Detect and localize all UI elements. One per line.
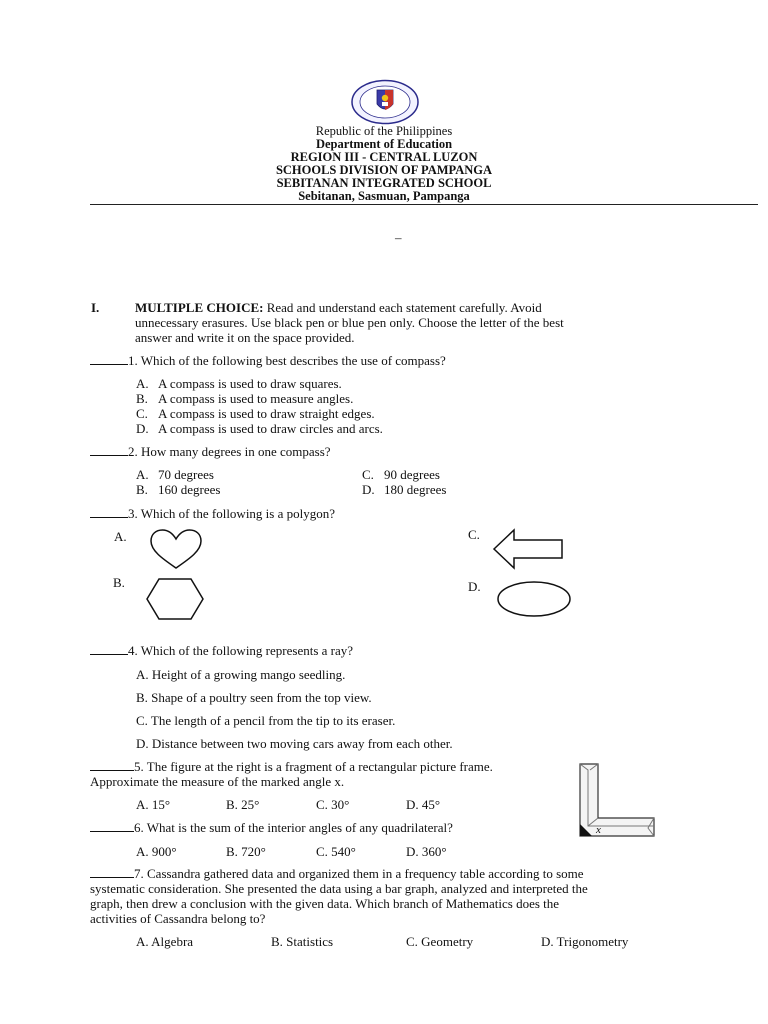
q2-choice-a	[136, 467, 214, 482]
picture-frame-figure	[576, 762, 656, 840]
q5-choice-b: B. 25°	[226, 797, 260, 812]
question-1	[90, 353, 446, 368]
question-7-line-3: graph, then drew a conclusion with the given data. Which branch of Mathematics does the	[90, 896, 560, 911]
choice-letter: C.	[362, 467, 374, 482]
answer-blank[interactable]	[90, 353, 128, 365]
choice-text: 160 degrees	[158, 482, 221, 497]
q2-choice-c	[362, 467, 440, 482]
section-instructions-line-1	[135, 300, 542, 315]
q4-choice-b: B. Shape of a poultry seen from the top view.	[136, 690, 372, 705]
choice-letter: A.	[136, 467, 149, 482]
q1-choice-d	[136, 421, 383, 436]
question-4	[90, 643, 353, 658]
division-line: SCHOOLS DIVISION OF PAMPANGA	[275, 163, 493, 177]
hexagon-shape	[146, 578, 204, 620]
heart-shape	[149, 528, 203, 570]
choice-text: A compass is used to draw circles and arcs.	[158, 421, 383, 436]
question-3	[90, 506, 335, 521]
answer-blank[interactable]	[90, 444, 128, 456]
choice-letter: B.	[136, 391, 148, 406]
question-stem: 3. Which of the following is a polygon?	[128, 506, 336, 521]
question-5	[90, 759, 493, 774]
question-7-line-4: activities of Cassandra belong to?	[90, 911, 266, 926]
q5-choice-d: D. 45°	[406, 797, 441, 812]
q7-choice-d: D. Trigonometry	[541, 934, 629, 949]
arrow-shape	[493, 529, 565, 569]
question-6	[90, 820, 453, 835]
q2-choice-b	[136, 482, 220, 497]
ellipse-shape	[496, 580, 572, 618]
q7-choice-b: B. Statistics	[271, 934, 334, 949]
address-line: Sebitanan, Sasmuan, Pampanga	[298, 189, 470, 203]
q3-label-b: B.	[113, 575, 125, 590]
answer-blank[interactable]	[90, 759, 134, 771]
dash-mark: –	[395, 230, 402, 245]
choice-text: A compass is used to measure angles.	[158, 391, 354, 406]
question-7-line-2: systematic consideration. She presented the data using a bar graph, analyzed and interpreted the	[90, 881, 588, 896]
q6-choice-b: B. 720°	[226, 844, 266, 859]
choice-text: 90 degrees	[384, 467, 440, 482]
header-divider	[90, 204, 758, 205]
question-5-line-2: Approximate the measure of the marked angle x.	[90, 774, 345, 789]
choice-text: A compass is used to draw straight edges.	[158, 406, 375, 421]
q1-choice-b	[136, 391, 353, 406]
choice-letter: A.	[136, 376, 149, 391]
choice-letter: C.	[136, 406, 148, 421]
choice-letter: D.	[136, 421, 149, 436]
answer-blank[interactable]	[90, 820, 134, 832]
instructions-text: Read and understand each statement carefully. Avoid	[263, 300, 542, 315]
q6-choice-a: A. 900°	[136, 844, 177, 859]
deped-seal-logo	[351, 80, 419, 124]
answer-blank[interactable]	[90, 643, 128, 655]
q4-choice-c: C. The length of a pencil from the tip to its eraser.	[136, 713, 396, 728]
q1-choice-c	[136, 406, 375, 421]
question-stem: 2. How many degrees in one compass?	[128, 444, 331, 459]
question-stem: 4. Which of the following represents a ray?	[128, 643, 354, 658]
q5-choice-a: A. 15°	[136, 797, 171, 812]
choice-text: 70 degrees	[158, 467, 214, 482]
q3-label-a: A.	[114, 529, 127, 544]
section-instructions-line-2: unnecessary erasures. Use black pen or blue pen only. Choose the letter of the best	[135, 315, 564, 330]
answer-blank[interactable]	[90, 866, 134, 878]
answer-blank[interactable]	[90, 506, 128, 518]
section-title: MULTIPLE CHOICE:	[135, 300, 264, 315]
choice-text: A compass is used to draw squares.	[158, 376, 342, 391]
q7-choice-c: C. Geometry	[406, 934, 474, 949]
q2-choice-d	[362, 482, 446, 497]
q6-choice-d: D. 360°	[406, 844, 447, 859]
q7-choice-a: A. Algebra	[136, 934, 194, 949]
republic-line: Republic of the Philippines	[315, 124, 453, 138]
q4-choice-d: D. Distance between two moving cars away from each other.	[136, 736, 453, 751]
q6-choice-c: C. 540°	[316, 844, 356, 859]
q5-choice-c: C. 30°	[316, 797, 350, 812]
region-line: REGION III - CENTRAL LUZON	[290, 150, 478, 164]
section-instructions-line-3: answer and write it on the space provided.	[135, 330, 355, 345]
question-stem: 6. What is the sum of the interior angles of any quadrilateral?	[134, 820, 453, 835]
q3-label-d: D.	[468, 579, 481, 594]
question-7	[90, 866, 584, 881]
question-2	[90, 444, 331, 459]
q4-choice-a: A. Height of a growing mango seedling.	[136, 667, 346, 682]
angle-x-label: x	[596, 824, 601, 836]
school-line: SEBITANAN INTEGRATED SCHOOL	[276, 176, 492, 190]
section-number: I.	[91, 300, 100, 315]
choice-letter: D.	[362, 482, 375, 497]
q3-label-c: C.	[468, 527, 480, 542]
question-stem: 7. Cassandra gathered data and organized them in a frequency table according to some	[134, 866, 584, 881]
q1-choice-a	[136, 376, 342, 391]
question-stem: 1. Which of the following best describes the use of compass?	[128, 353, 446, 368]
question-stem: 5. The figure at the right is a fragment of a rectangular picture frame.	[134, 759, 493, 774]
choice-text: 180 degrees	[384, 482, 447, 497]
department-line: Department of Education	[315, 137, 453, 151]
choice-letter: B.	[136, 482, 148, 497]
